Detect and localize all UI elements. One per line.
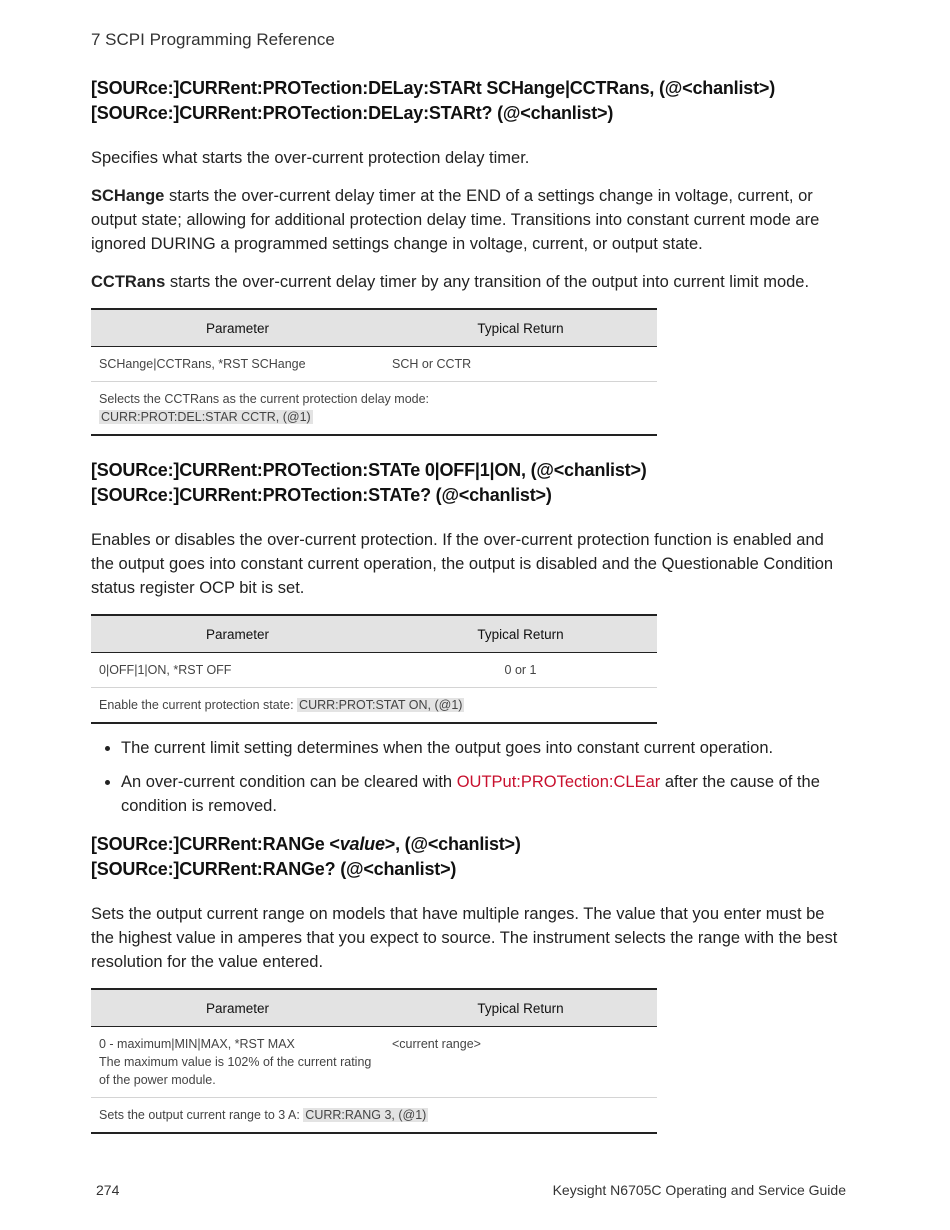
column-header-parameter: Parameter (91, 615, 384, 653)
section-protection-state (91, 458, 851, 818)
description-cctrans (91, 270, 851, 294)
command-text: >, (@<chanlist>) (384, 834, 521, 854)
example-text: Sets the output current range to 3 A: (99, 1108, 304, 1122)
example-code: CURR:PROT:STAT ON, (@1) (299, 698, 463, 712)
note-text: after the cause of the condition is removed. (121, 773, 820, 815)
parameter-value: SCHange|CCTRans, *RST SCHange (91, 347, 384, 382)
section-current-range (91, 832, 851, 1134)
notes-list (91, 736, 851, 818)
query-syntax: [SOURce:]CURRent:PROTection:STATe? (@<chanlist>) (91, 485, 552, 505)
parameter-table (91, 308, 657, 436)
note-text: An over-current condition can be cleared with (121, 773, 457, 791)
command-syntax (91, 832, 851, 857)
placeholder-value: value (339, 834, 385, 854)
command-syntax: [SOURce:]CURRent:PROTection:STATe 0|OFF|1|ON, (@<chanlist>) (91, 460, 647, 480)
command-text: [SOURce:]CURRent:RANGe < (91, 834, 340, 854)
page-content (91, 76, 851, 1134)
example-cell (91, 382, 657, 436)
parameter-table (91, 614, 657, 724)
parameter-table (91, 988, 657, 1134)
return-value: SCH or CCTR (384, 347, 657, 382)
example-code: CURR:PROT:DEL:STAR CCTR, (@1) (101, 410, 311, 424)
parameter-cell (91, 1027, 384, 1098)
keyword: CCTRans (91, 273, 166, 291)
description: Enables or disables the over-current protection. If the over-current protection function is enabled and the output goes into constant current operation, the output is disabled and the Questionable Condition status register OCP bit is set. (91, 531, 834, 597)
document-title: Keysight N6705C Operating and Service Guide (552, 1182, 846, 1198)
example-cell (91, 1098, 657, 1134)
example-text: Selects the CCTRans as the current protection delay mode: (99, 392, 430, 406)
keyword: SCHange (91, 187, 165, 205)
query-syntax: [SOURce:]CURRent:PROTection:DELay:STARt? (@<chanlist>) (91, 103, 614, 123)
description-text: starts the over-current delay timer by any transition of the output into current limit mode. (165, 273, 810, 291)
description-schange (91, 184, 851, 256)
command-link[interactable]: OUTPut:PROTection:CLEar (456, 773, 661, 791)
column-header-parameter: Parameter (91, 309, 384, 347)
column-header-parameter: Parameter (91, 989, 384, 1027)
description: Specifies what starts the over-current protection delay timer. (91, 149, 530, 167)
query-syntax: [SOURce:]CURRent:RANGe? (@<chanlist>) (91, 859, 457, 879)
list-item: • The current limit setting determines when the output goes into constant current operation. (121, 736, 851, 760)
description: Sets the output current range on models that have multiple ranges. The value that you enter must be the highest value in amperes that you expect to source. The instrument selects the range with the best resolution for the value entered. (91, 905, 838, 971)
command-syntax: [SOURce:]CURRent:PROTection:DELay:STARt SCHange|CCTRans, (@<chanlist>) (91, 78, 775, 98)
column-header-return: Typical Return (384, 615, 657, 653)
chapter-header: 7 SCPI Programming Reference (91, 30, 335, 49)
column-header-return: Typical Return (384, 309, 657, 347)
parameter-value: 0 - maximum|MIN|MAX, *RST MAX (99, 1037, 295, 1051)
section-delay-start (91, 76, 851, 436)
description-text: starts the over-current delay timer at the END of a settings change in voltage, current, or output state; allowing for additional protection delay time. Transitions into constant current mode are ignored DURING a programmed settings change in voltage, current, or output state. (91, 187, 820, 253)
parameter-value: 0|OFF|1|ON, *RST OFF (91, 653, 384, 688)
column-header-return: Typical Return (384, 989, 657, 1027)
list-item (121, 770, 851, 818)
parameter-note: The maximum value is 102% of the current rating of the power module. (99, 1055, 372, 1087)
return-value: 0 or 1 (384, 653, 657, 688)
page-number: 274 (96, 1182, 120, 1198)
example-code: CURR:RANG 3, (@1) (305, 1108, 427, 1122)
return-value: <current range> (384, 1027, 657, 1098)
example-cell (91, 688, 657, 724)
example-text: Enable the current protection state: (99, 698, 298, 712)
